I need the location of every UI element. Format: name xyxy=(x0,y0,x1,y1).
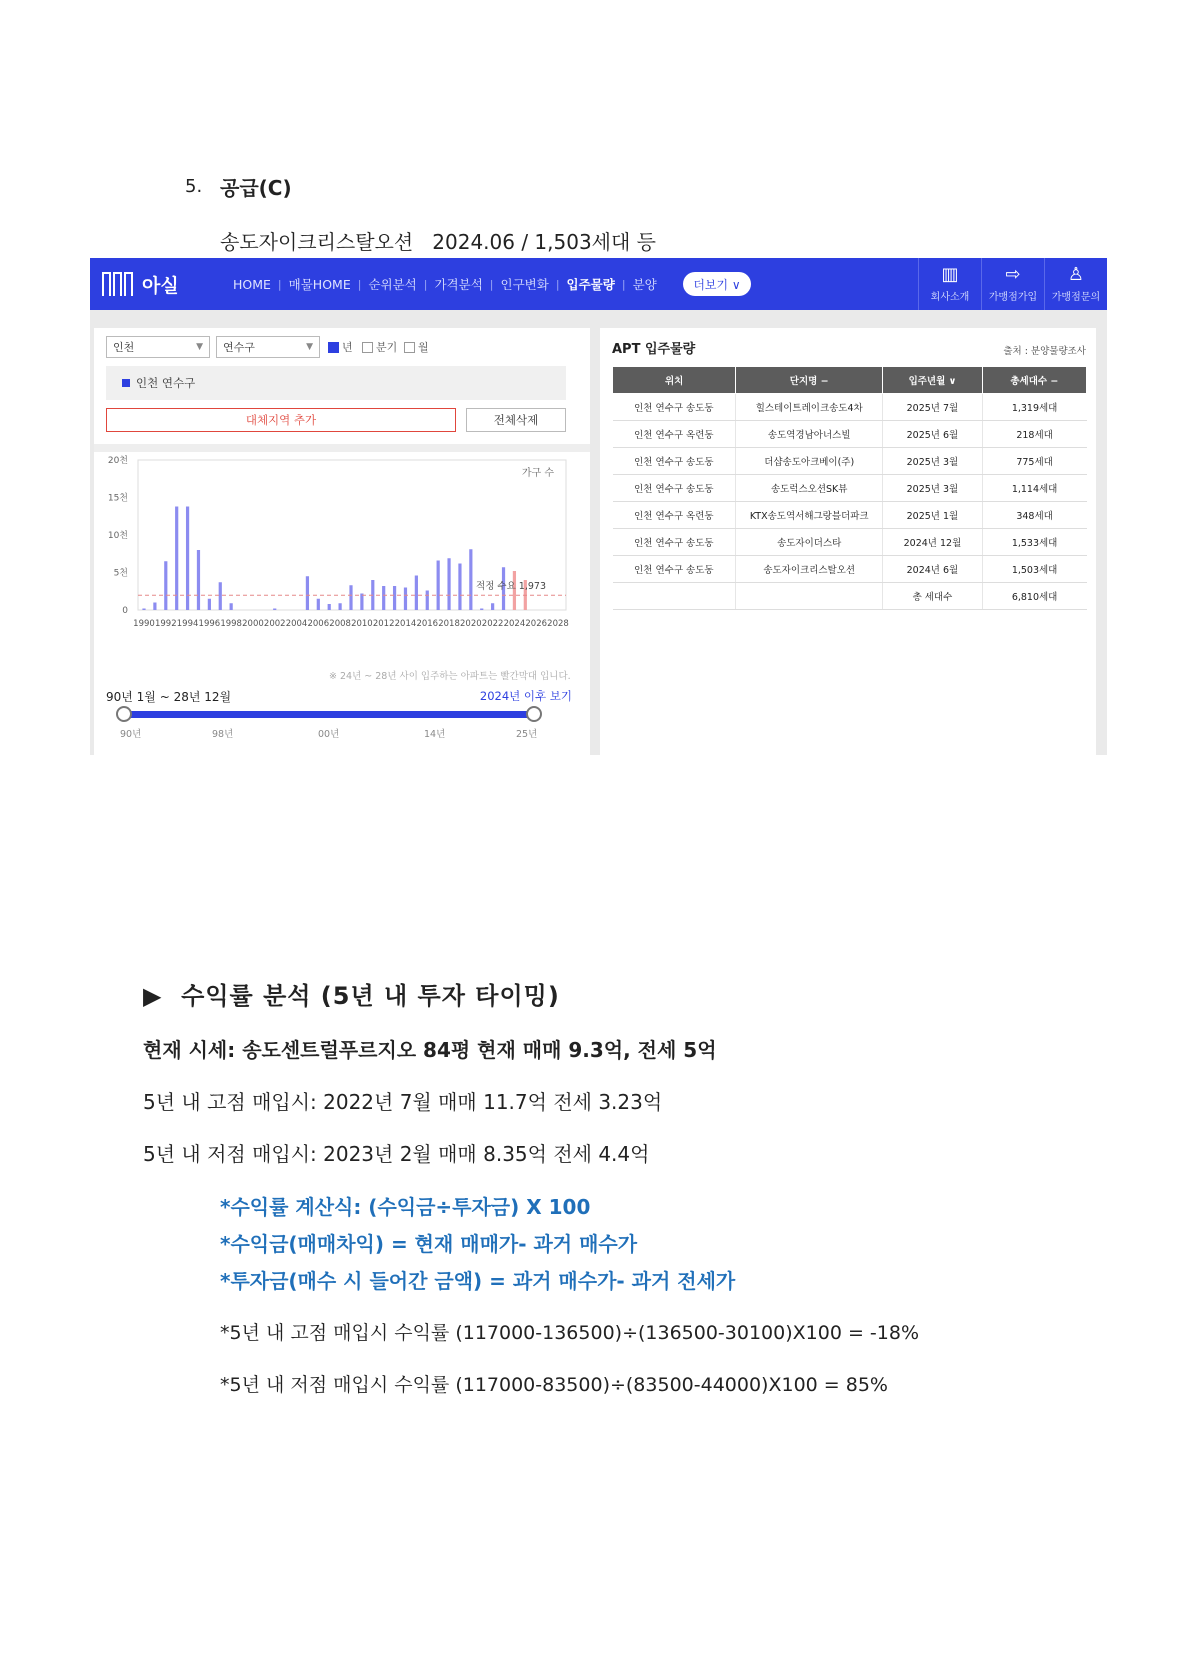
district-select[interactable] xyxy=(216,336,320,358)
x-tick-label: 2016 xyxy=(416,619,439,629)
table-row[interactable] xyxy=(613,448,1087,475)
legend-square-icon xyxy=(122,379,130,387)
cell-households: 775세대 xyxy=(982,448,1086,475)
nav-item-ranking[interactable]: 순위분석 xyxy=(368,277,417,292)
chart-bar xyxy=(153,603,156,611)
franchise-inquiry-button[interactable] xyxy=(1044,258,1107,310)
signin-icon: ⇨ xyxy=(1005,263,1021,285)
chart-bar xyxy=(447,558,450,610)
reference-line-label: 적정 수요 1,973 xyxy=(476,581,546,593)
legend-label: 가구 수 xyxy=(521,468,554,479)
chart-bar xyxy=(197,550,200,610)
nav-item-population[interactable]: 인구변화 xyxy=(500,277,549,292)
city-select-value: 인천 xyxy=(113,341,135,354)
franchise-inquiry-label: 가맹점문의 xyxy=(1051,291,1101,303)
table-row[interactable] xyxy=(613,475,1087,502)
cell-location: 인천 연수구 송도동 xyxy=(613,556,736,583)
total-value: 6,810세대 xyxy=(982,583,1086,610)
embedded-screenshot xyxy=(90,258,1107,755)
period-quarter-label: 분기 xyxy=(376,341,398,354)
y-tick-label: 15천 xyxy=(107,493,128,504)
chart-bar xyxy=(382,586,385,610)
cell-households: 1,533세대 xyxy=(982,529,1086,556)
chart-bar xyxy=(349,585,352,610)
section-number: 5. xyxy=(185,176,203,197)
chart-bar xyxy=(273,609,276,611)
x-tick-label: 2010 xyxy=(351,619,373,629)
cell-location: 인천 연수구 옥련동 xyxy=(613,502,736,529)
checkbox-checked-icon xyxy=(328,342,339,353)
cell-location: 인천 연수구 송도동 xyxy=(613,394,736,421)
formula-investment: *투자금(매수 시 들어간 금액) = 과거 매수가- 과거 전세가 xyxy=(220,1269,736,1293)
x-tick-label: 2022 xyxy=(481,619,504,629)
period-year-label: 년 xyxy=(342,341,353,354)
cell-location: 인천 연수구 송도동 xyxy=(613,475,736,502)
x-tick-label: 2024 xyxy=(503,619,526,629)
cell-households: 348세대 xyxy=(982,502,1086,529)
logo-text: 아실 xyxy=(142,274,179,297)
period-quarter-checkbox[interactable] xyxy=(362,339,397,355)
user-icon: ♙ xyxy=(1067,263,1085,285)
x-tick-label: 2004 xyxy=(285,619,308,629)
analysis-heading: ▶ 수익률 분석 (5년 내 투자 타이밍) xyxy=(143,982,560,1010)
table-row[interactable] xyxy=(613,529,1087,556)
panel-title: APT 입주물량 xyxy=(612,342,696,357)
company-intro-button[interactable] xyxy=(918,258,981,310)
total-label: 총 세대수 xyxy=(883,583,983,610)
supply-bar-chart xyxy=(94,454,590,664)
chart-note: ※ 24년 ~ 28년 사이 입주하는 아파트는 빨간막대 입니다. xyxy=(329,671,571,682)
cell-complex: KTX송도역서해그랑블더파크 xyxy=(736,502,883,529)
current-price-line: 현재 시세: 송도센트럴푸르지오 84평 현재 매매 9.3억, 전세 5억 xyxy=(143,1038,717,1062)
chart-bar xyxy=(415,576,418,611)
period-year-checkbox[interactable] xyxy=(328,339,353,355)
x-tick-label: 1998 xyxy=(220,619,242,629)
y-tick-label: 10천 xyxy=(107,531,128,541)
chart-bar xyxy=(339,603,342,610)
main-nav: HOME | 매물HOME | 순위분석 | 가격분석 | 인구변화 | 입주물량 | 분양 xyxy=(226,275,664,293)
section-title: 공급(C) xyxy=(220,176,292,200)
cell-date: 2024년 12월 xyxy=(883,529,983,556)
selected-region-label: 인천 연수구 xyxy=(136,376,196,390)
table-row[interactable] xyxy=(613,421,1087,448)
x-tick-label: 2008 xyxy=(329,619,351,629)
move-in-table xyxy=(612,366,1087,610)
chevron-down-icon: ▼ xyxy=(306,342,313,352)
chart-bar xyxy=(426,591,429,611)
data-source: 출처 : 분양물량조사 xyxy=(1003,346,1086,357)
delete-all-button[interactable]: 전체삭제 xyxy=(466,408,566,432)
slider-tick: 14년 xyxy=(424,729,446,740)
nav-item-home[interactable]: HOME xyxy=(233,276,271,292)
chart-bar xyxy=(437,561,440,611)
add-region-button[interactable]: 대체지역 추가 xyxy=(106,408,456,432)
cell-complex: 송도럭스오션SK뷰 xyxy=(736,475,883,502)
chart-bar xyxy=(175,507,178,611)
chart-bar xyxy=(230,603,233,610)
company-intro-label: 회사소개 xyxy=(930,291,970,303)
nav-item-listing-home[interactable]: 매물HOME xyxy=(288,277,351,292)
cell-households: 1,319세대 xyxy=(982,394,1086,421)
cell-complex: 힐스테이트레이크송도4차 xyxy=(736,394,883,421)
year-range-slider[interactable] xyxy=(124,711,536,718)
cell-date: 2025년 1월 xyxy=(883,502,983,529)
x-tick-label: 2000 xyxy=(242,619,264,629)
x-tick-label: 1990 xyxy=(133,619,155,629)
cell-location: 인천 연수구 송도동 xyxy=(613,529,736,556)
chart-bar xyxy=(142,609,145,611)
table-row[interactable] xyxy=(613,394,1087,421)
view-after-2024-link[interactable]: 2024년 이후 보기 xyxy=(479,689,572,703)
chart-bar xyxy=(491,603,494,610)
slider-start-handle[interactable] xyxy=(116,706,132,722)
cell-date: 2025년 7월 xyxy=(883,394,983,421)
panel-divider xyxy=(94,444,590,452)
formula-profit: *수익금(매매차익) = 현재 매매가- 과거 매수가 xyxy=(220,1232,638,1256)
chart-bar xyxy=(186,507,189,611)
high-point-line: 5년 내 고점 매입시: 2022년 7월 매매 11.7억 전세 3.23억 xyxy=(143,1090,663,1114)
cell-complex: 송도자이크리스탈오션 xyxy=(736,556,883,583)
section-subline: 송도자이크리스탈오션 2024.06 / 1,503세대 등 xyxy=(220,230,657,254)
chart-bar xyxy=(469,549,472,610)
x-tick-label: 2006 xyxy=(307,619,330,629)
more-button[interactable]: 더보기 ∨ xyxy=(683,272,751,296)
district-select-value: 연수구 xyxy=(223,341,255,354)
slider-tick: 90년 xyxy=(120,729,142,740)
calc-low-point: *5년 내 저점 매입시 수익률 (117000-83500)÷(83500-44000)X100 = 85% xyxy=(220,1374,888,1396)
cell-date: 2025년 3월 xyxy=(883,448,983,475)
cell-location: 인천 연수구 옥련동 xyxy=(613,421,736,448)
slider-tick: 00년 xyxy=(318,729,340,740)
cell-empty xyxy=(736,583,883,610)
chart-bar xyxy=(317,599,320,610)
y-tick-label: 0 xyxy=(122,606,128,616)
supply-chart-panel xyxy=(94,328,590,755)
cell-date: 2025년 3월 xyxy=(883,475,983,502)
column-header-move-in-date[interactable]: 입주년월 ∨ xyxy=(883,367,983,394)
formula-rate: *수익률 계산식: (수익금÷투자금) X 100 xyxy=(220,1195,591,1219)
checkbox-icon xyxy=(404,342,415,353)
chart-bar xyxy=(360,594,363,611)
logo[interactable] xyxy=(102,270,179,298)
chart-bar xyxy=(458,564,461,611)
slider-end-handle[interactable] xyxy=(526,706,542,722)
cell-date: 2024년 6월 xyxy=(883,556,983,583)
column-header-households[interactable]: 총세대수 − xyxy=(982,367,1086,394)
slider-tick: 98년 xyxy=(212,729,234,740)
cell-households: 218세대 xyxy=(982,421,1086,448)
chart-bar xyxy=(164,561,167,610)
checkbox-icon xyxy=(362,342,373,353)
apt-move-in-panel xyxy=(600,328,1096,755)
cell-location: 인천 연수구 송도동 xyxy=(613,448,736,475)
slider-tick: 25년 xyxy=(516,729,538,740)
y-tick-label: 5천 xyxy=(113,568,128,579)
top-icon-group xyxy=(918,258,1107,310)
logo-building-icon xyxy=(102,272,136,296)
cell-households: 1,114세대 xyxy=(982,475,1086,502)
chart-bar xyxy=(404,588,407,611)
range-label: 90년 1월 ~ 28년 12월 xyxy=(106,690,232,704)
nav-item-price[interactable]: 가격분석 xyxy=(434,277,483,292)
table-total-row xyxy=(613,583,1087,610)
cell-complex: 송도자이더스타 xyxy=(736,529,883,556)
low-point-line: 5년 내 저점 매입시: 2023년 2월 매매 8.35억 전세 4.4억 xyxy=(143,1142,650,1166)
cell-complex: 더샵송도아크베이(주) xyxy=(736,448,883,475)
x-tick-label: 1996 xyxy=(198,619,221,629)
table-row[interactable] xyxy=(613,556,1087,583)
column-header-complex[interactable]: 단지명 − xyxy=(736,367,883,394)
franchise-join-button[interactable] xyxy=(981,258,1044,310)
building-icon: ▥ xyxy=(941,263,959,285)
period-month-checkbox[interactable] xyxy=(404,339,429,355)
x-tick-label: 2018 xyxy=(438,619,460,629)
x-tick-label: 2002 xyxy=(263,619,286,629)
x-tick-label: 2020 xyxy=(460,619,482,629)
chart-bar xyxy=(208,599,211,610)
x-tick-label: 2028 xyxy=(547,619,569,629)
nav-item-presale[interactable]: 분양 xyxy=(632,277,657,292)
chart-bar xyxy=(328,604,331,610)
cell-date: 2025년 6월 xyxy=(883,421,983,448)
x-tick-label: 2012 xyxy=(372,619,395,629)
city-select[interactable] xyxy=(106,336,210,358)
chart-bar xyxy=(480,609,483,611)
nav-item-supply[interactable]: 입주물량 xyxy=(566,277,615,292)
y-tick-label: 20천 xyxy=(107,456,128,466)
x-tick-label: 1992 xyxy=(154,619,177,629)
calc-high-point: *5년 내 고점 매입시 수익률 (117000-136500)÷(136500-30100)X100 = -18% xyxy=(220,1322,920,1344)
x-tick-label: 1994 xyxy=(176,619,199,629)
top-navigation-bar xyxy=(90,258,1107,310)
x-tick-label: 2014 xyxy=(394,619,417,629)
table-row[interactable] xyxy=(613,502,1087,529)
chart-bar xyxy=(219,582,222,610)
table-header-row xyxy=(613,367,1087,394)
x-tick-label: 2026 xyxy=(525,619,548,629)
cell-households: 1,503세대 xyxy=(982,556,1086,583)
chart-bar xyxy=(306,576,309,610)
selected-region xyxy=(106,366,566,400)
column-header-location[interactable]: 위치 xyxy=(613,367,736,394)
chart-bar xyxy=(393,586,396,610)
chevron-down-icon: ▼ xyxy=(196,342,203,352)
franchise-join-label: 가맹점가입 xyxy=(988,291,1038,303)
cell-complex: 송도역경남아너스빌 xyxy=(736,421,883,448)
cell-empty xyxy=(613,583,736,610)
period-month-label: 월 xyxy=(418,341,429,354)
